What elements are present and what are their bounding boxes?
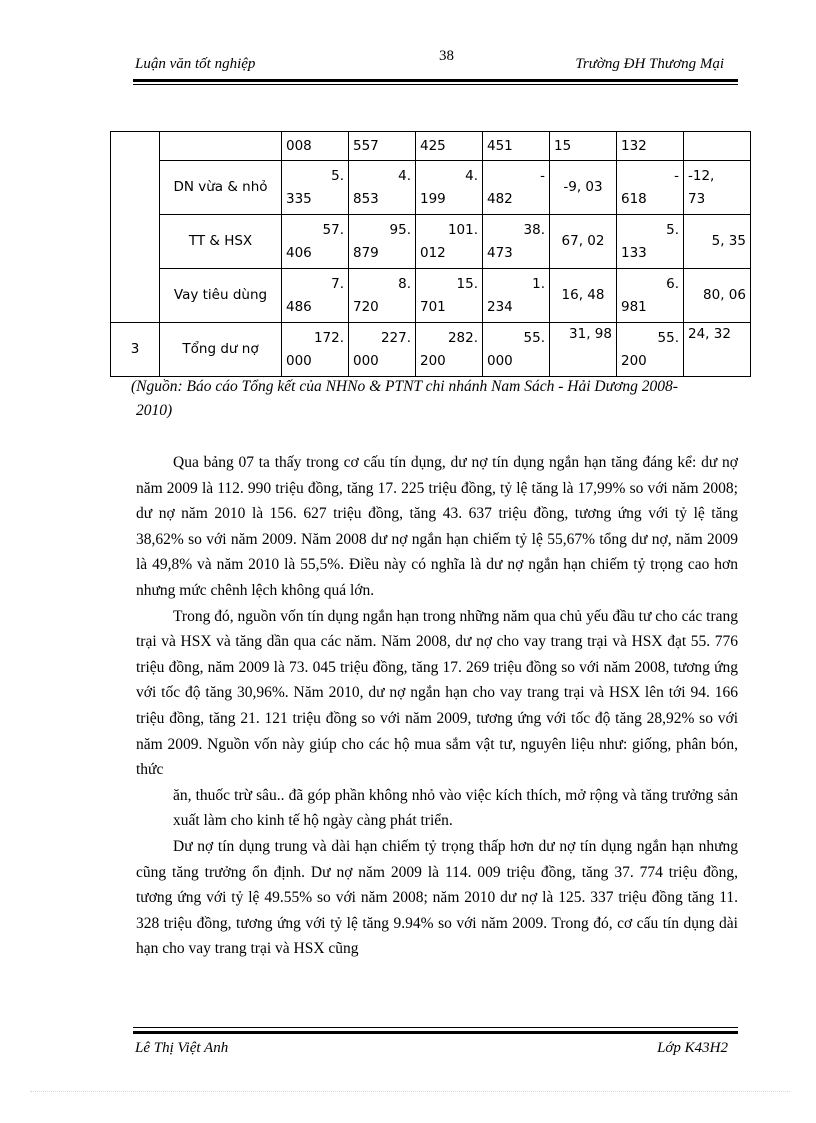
paragraph: ăn, thuốc trừ sâu.. đã góp phần không nhỏ vào việc kích thích, mở rộng và tăng trưởng sản xuất làm cho kinh tế hộ ngày càng phát triển. (173, 786, 738, 830)
value-cell: 31, 98 (550, 323, 617, 377)
value-line-2: 406 (286, 244, 312, 261)
value-line-1: 282. (447, 329, 478, 346)
paragraph: Qua bảng 07 ta thấy trong cơ cấu tín dụng, dư nợ tín dụng ngắn hạn tăng đáng kể: dư nợ năm 2009 là 112. 990 triệu đồng, tăng 17. 225 triệu đồng, tỷ lệ tăng là 17,99% so với năm 2008; dư nợ năm 2010 là 156. 627 triệu đồng, tăng 43. 637 triệu đồng, tương ứng với tỷ lệ tăng 38,62% so với năm 2009. Năm 2008 dư nợ ngắn hạn chiếm tỷ lệ 55,67% tổng dư nợ, năm 2009 là 49,8% và năm 2010 là 55,5%. Điều này có nghĩa là dư nợ ngắn hạn chiếm tỷ trọng cao hơn nhưng mức chênh lệch không quá lớn. (136, 454, 738, 599)
value-cell (416, 323, 483, 377)
value-line-1: 8. (398, 275, 411, 292)
value-line-2: 981 (621, 298, 647, 315)
value-cell (617, 161, 684, 215)
value-cell (483, 323, 550, 377)
value-line-1: 55. (523, 329, 545, 346)
row-number-cell (111, 132, 160, 323)
value-cell (349, 323, 416, 377)
table-row (111, 323, 751, 377)
loan-table (110, 131, 751, 377)
value-line-2: 720 (353, 298, 379, 315)
value-cell (684, 132, 751, 161)
value-line-1: 1. (532, 275, 545, 292)
value-line-1: 172. (313, 329, 344, 346)
value-cell: 451 (483, 132, 550, 161)
value-line-2: 701 (420, 298, 446, 315)
value-cell: 15 (550, 132, 617, 161)
body-text (136, 450, 738, 962)
value-line-2: 335 (286, 190, 312, 207)
value-line-1: 38. (523, 221, 545, 238)
value-line-2: 000 (286, 352, 312, 369)
page-number: 38 (439, 48, 454, 64)
value-line-1: 227. (380, 329, 411, 346)
table-source-note (131, 375, 751, 423)
value-cell (416, 269, 483, 323)
header-thesis-title: Luận văn tốt nghiệp (135, 56, 256, 72)
value-cell (416, 161, 483, 215)
value-line-1: 95. (389, 221, 411, 238)
footer-author: Lê Thị Việt Anh (135, 1040, 229, 1056)
value-line-1: 4. (465, 167, 478, 184)
value-cell: 5, 35 (684, 215, 751, 269)
row-number-cell: 3 (111, 323, 160, 377)
value-cell (282, 269, 349, 323)
value-line-2: 200 (420, 352, 446, 369)
value-cell: 008 (282, 132, 349, 161)
value-line-2: 133 (621, 244, 647, 261)
value-line-2: 473 (487, 244, 513, 261)
value-line-1: 15. (456, 275, 478, 292)
value-cell (483, 161, 550, 215)
value-line-2: 012 (420, 244, 446, 261)
footer-class: Lớp K43H2 (657, 1040, 728, 1056)
source-line-1: (Nguồn: Báo cáo Tổng kết của NHNo & PTNT chi nhánh Nam Sách - Hải Dương 2008- (131, 378, 678, 395)
value-cell: 24, 32 (684, 323, 751, 377)
table-row (111, 161, 751, 215)
value-line-2: 200 (621, 352, 647, 369)
value-cell (282, 215, 349, 269)
footer-rule-thin (133, 1027, 738, 1028)
value-line-2: 486 (286, 298, 312, 315)
value-line-1: - (540, 167, 545, 184)
value-line-2: 000 (487, 352, 513, 369)
value-cell (282, 161, 349, 215)
page-header (133, 46, 738, 82)
value-line-1: -12, (688, 167, 715, 184)
paragraph: Dư nợ tín dụng trung và dài hạn chiếm tỷ trọng thấp hơn dư nợ tín dụng ngắn hạn nhưng cũng tăng trưởng ổn định. Dư nợ năm 2009 là 114. 009 triệu đồng, tăng 37. 774 triệu đồng, tương ứng với tỷ lệ 49.55% so với năm 2008; năm 2010 dư nợ là 125. 337 triệu đồng tăng 11. 328 triệu đồng, tương ứng với tỷ lệ tăng 9.94% so với năm 2009. Trong đó, cơ cấu tín dụng dài hạn cho vay trang trại và HSX cũng (136, 837, 738, 958)
value-cell (483, 269, 550, 323)
source-line-2: 2010) (136, 402, 173, 419)
row-label-cell: Tổng dư nợ (160, 323, 282, 377)
value-cell: 425 (416, 132, 483, 161)
value-line-1: 7. (331, 275, 344, 292)
value-line-2: 618 (621, 190, 647, 207)
value-cell (349, 161, 416, 215)
value-cell (617, 215, 684, 269)
value-cell (349, 269, 416, 323)
value-line-1: 55. (657, 329, 679, 346)
row-label-cell: Vay tiêu dùng (160, 269, 282, 323)
value-cell (617, 323, 684, 377)
value-line-2: 234 (487, 298, 513, 315)
header-rule-thick (133, 79, 738, 82)
value-line-2: 199 (420, 190, 446, 207)
table-row (111, 215, 751, 269)
header-rule-thin (133, 84, 738, 85)
page-bottom-dotted-line (30, 1091, 790, 1092)
value-line-2: 879 (353, 244, 379, 261)
value-cell (349, 215, 416, 269)
value-line-1: 4. (398, 167, 411, 184)
row-label-cell (160, 132, 282, 161)
row-label-cell: TT & HSX (160, 215, 282, 269)
value-line-1: 5. (331, 167, 344, 184)
value-line-1: 5. (666, 221, 679, 238)
value-line-2: 000 (353, 352, 379, 369)
value-cell (617, 269, 684, 323)
value-line-1: 101. (447, 221, 478, 238)
header-university: Trường ĐH Thương Mại (575, 56, 724, 72)
value-line-2: 73 (688, 190, 706, 207)
table-row (111, 269, 751, 323)
value-cell: 16, 48 (550, 269, 617, 323)
value-cell: 132 (617, 132, 684, 161)
value-cell: 67, 02 (550, 215, 617, 269)
value-cell (483, 215, 550, 269)
footer-rule-thick (133, 1031, 738, 1034)
value-cell: -9, 03 (550, 161, 617, 215)
value-cell (684, 161, 751, 215)
value-line-2: 853 (353, 190, 379, 207)
value-line-1: - (674, 167, 679, 184)
value-line-2: 482 (487, 190, 513, 207)
paragraph: Trong đó, nguồn vốn tín dụng ngắn hạn trong những năm qua chủ yếu đầu tư cho các trang trại và HSX và tăng dần qua các năm. Năm 2008, dư nợ cho vay trang trại và HSX đạt 55. 776 triệu đồng, năm 2009 là 73. 045 triệu đồng, tăng 17. 269 triệu đồng so với năm 2008, tương ứng với tốc độ tăng 30,96%. Năm 2010, dư nợ ngắn hạn cho vay trang trại và HSX lên tới 94. 166 triệu đồng, tăng 21. 121 triệu đồng so với năm 2009, tương ứng với tốc độ tăng 28,92% so với năm 2009. Nguồn vốn này giúp cho các hộ mua sắm vật tư, nguyên liệu như: giống, phân bón, thức (136, 607, 738, 779)
value-cell: 557 (349, 132, 416, 161)
value-line-1: 57. (322, 221, 344, 238)
table-row (111, 132, 751, 161)
value-cell: 80, 06 (684, 269, 751, 323)
value-line-1: 6. (666, 275, 679, 292)
row-label-cell: DN vừa & nhỏ (160, 161, 282, 215)
value-cell (282, 323, 349, 377)
value-cell (416, 215, 483, 269)
